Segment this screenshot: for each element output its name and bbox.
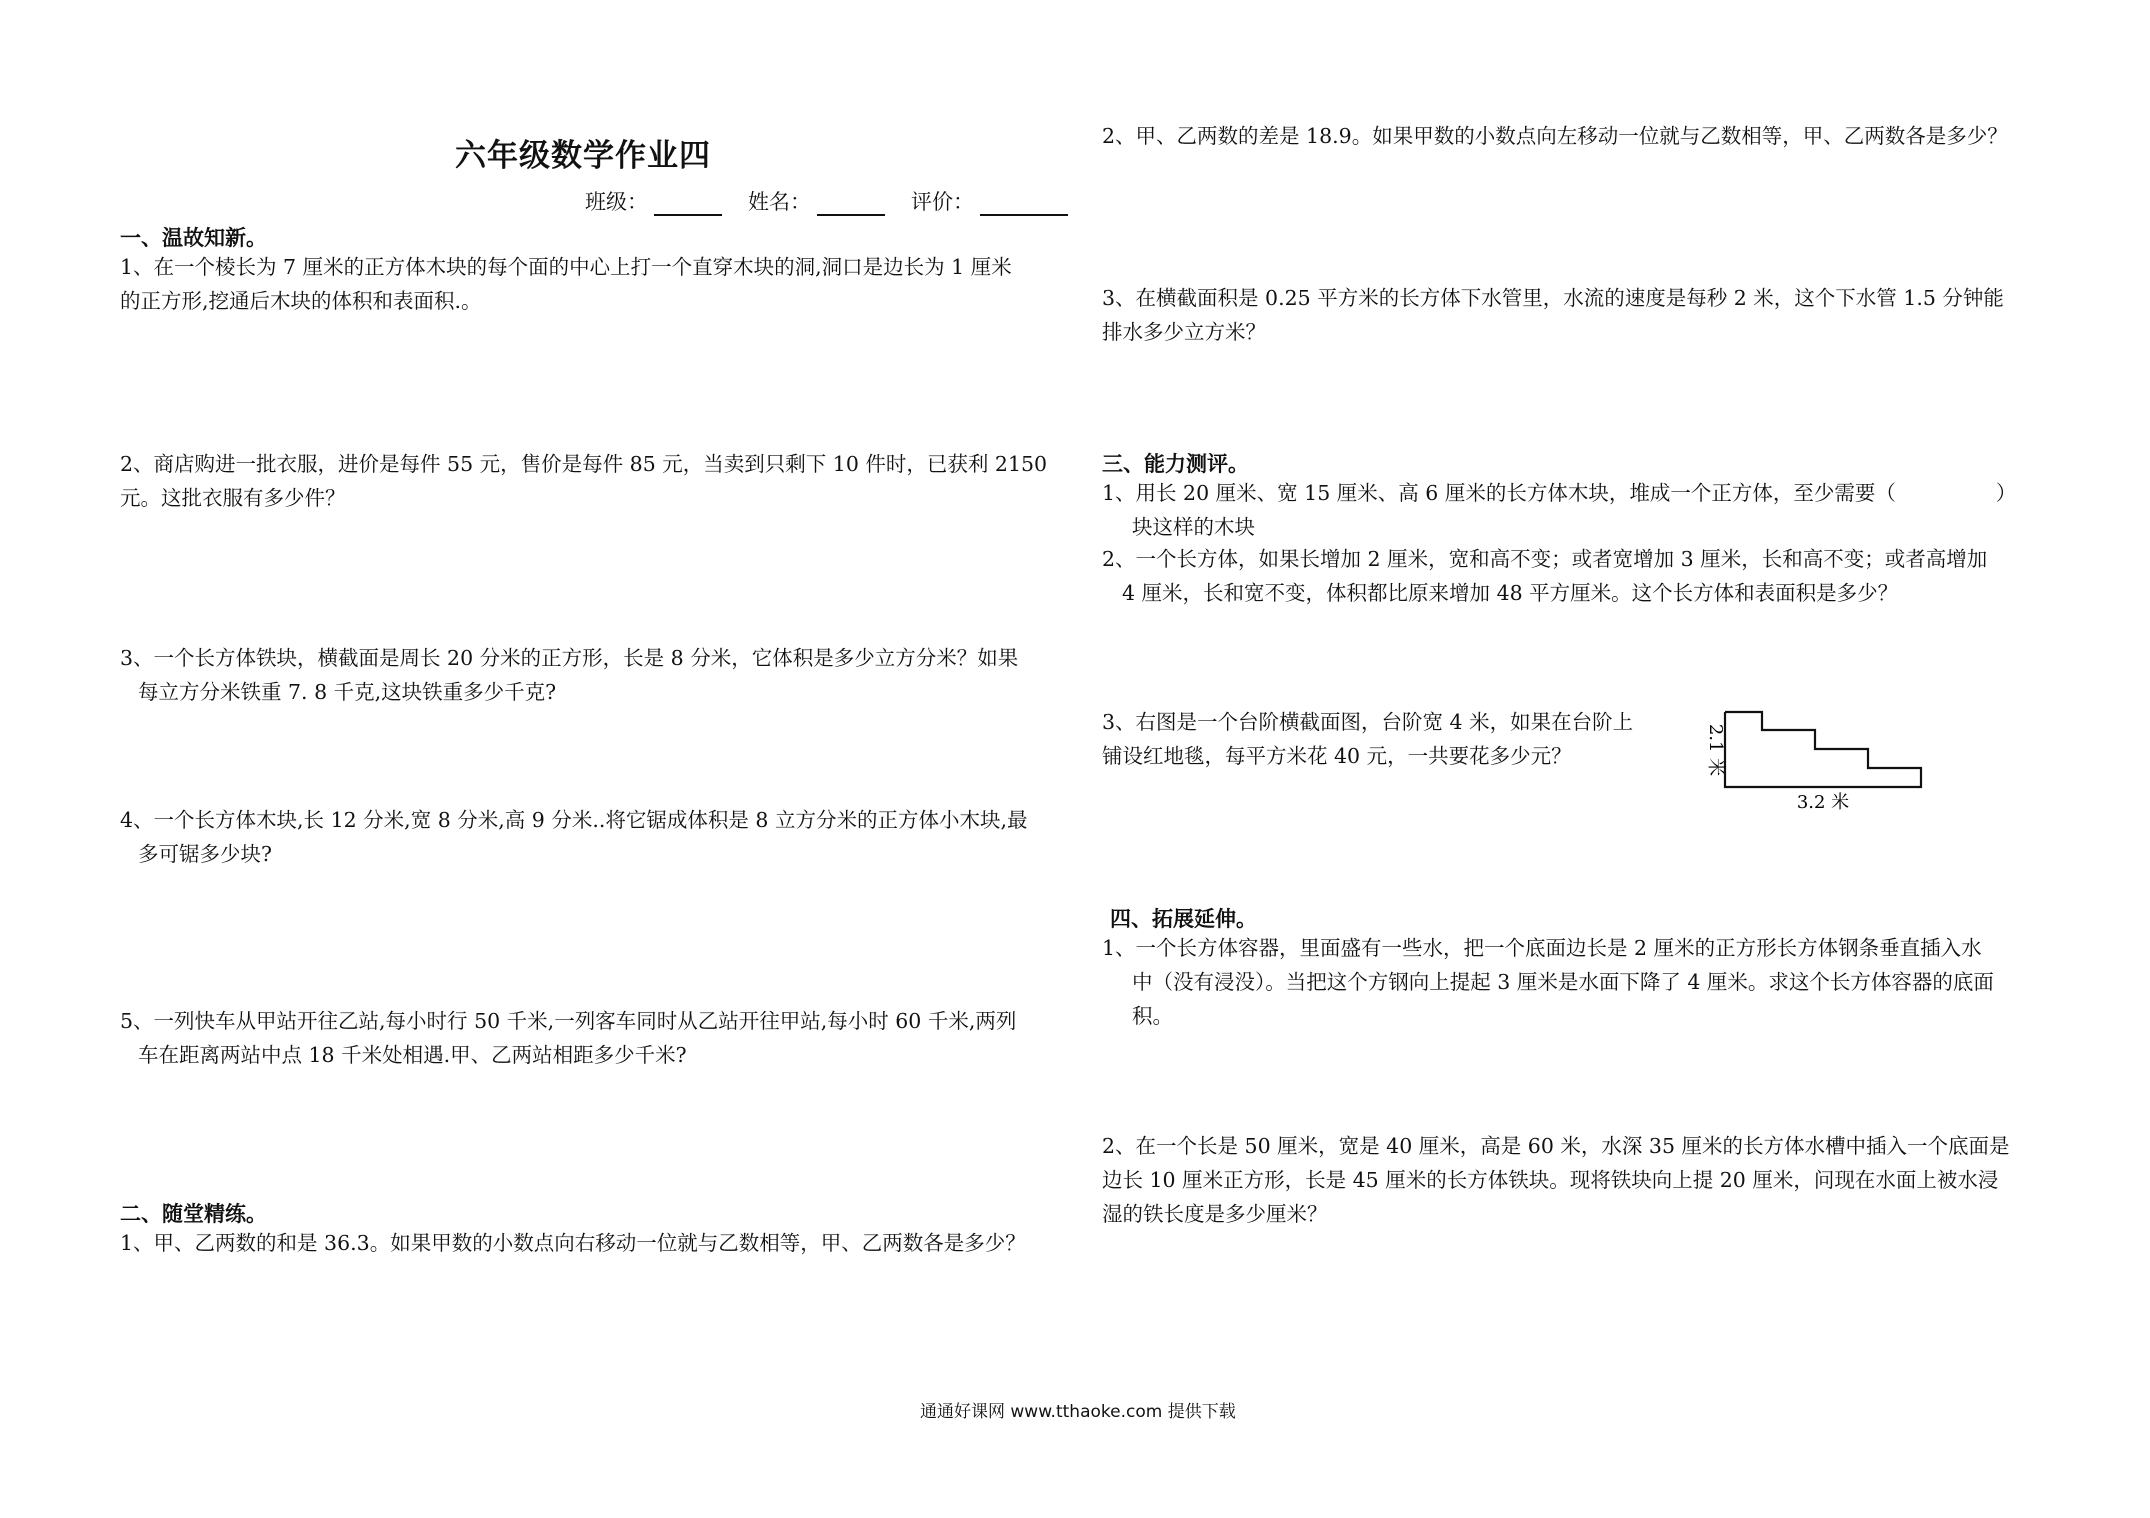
s4-question-2 [1102,1129,2042,1231]
s3-q2-line2: 4 厘米，长和宽不变，体积都比原来增加 48 平方厘米。这个长方体和表面积是多少？ [1122,581,1899,605]
s3-question-1 [1102,476,2042,544]
student-info-line [585,186,1088,216]
section-heading-assessment: 三、能力测评。 [1102,451,1249,476]
s1-question-2 [120,447,1060,515]
s1-q4-line2: 多可锯多少块? [138,842,272,866]
page-title: 六年级数学作业四 [455,138,711,174]
s1-q5-line1: 5、一列快车从甲站开往乙站,每小时行 50 千米,一列客车同时从乙站开往甲站,每小时 60 千米,两列 [120,1009,1017,1033]
section-heading-practice: 二、随堂精练。 [120,1201,267,1226]
s4-q1-line1: 1、一个长方体容器，里面盛有一些水，把一个底面边长是 2 厘米的正方形长方体钢条垂直插入水 [1102,936,1982,960]
s2-question-2 [1102,119,2042,153]
s2-question-3 [1102,281,2042,349]
s3-question-3 [1102,705,1682,773]
s1-question-4 [120,803,1060,871]
name-label: 姓名： [748,190,811,214]
s2-q3-line1: 3、在横截面积是 0.25 平方米的长方体下水管里，水流的速度是每秒 2 米，这个下水管 1.5 分钟能 [1102,286,2004,310]
s3-q1-line2: 块这样的木块 [1132,515,1255,539]
figure-height-label: 2.1 米 [1705,723,1726,777]
s4-q1-line2: 中（没有浸没）。当把这个方钢向上提起 3 厘米是水面下降了 4 厘米。求这个长方体容器的底面 [1132,970,1994,994]
s4-q2-line1: 2、在一个长是 50 厘米，宽是 40 厘米，高是 60 米，水深 35 厘米的长方体水槽中插入一个底面是 [1102,1134,2010,1158]
s1-q3-line2: 每立方分米铁重 7. 8 千克,这块铁重多少千克? [138,680,557,704]
s3-q3-line2: 铺设红地毯，每平方米花 40 元，一共要花多少元？ [1102,744,1572,768]
s3-q3-line1: 3、右图是一个台阶横截面图，台阶宽 4 米，如果在台阶上 [1102,710,1634,734]
s1-question-3 [120,641,1060,709]
s3-q2-line1: 2、一个长方体，如果长增加 2 厘米，宽和高不变；或者宽增加 3 厘米，长和高不变；或者高增加 [1102,547,1988,571]
s2-q3-line2: 排水多少立方米？ [1102,320,1266,344]
s1-question-5 [120,1004,1060,1072]
grade-label: 评价： [911,190,974,214]
s2-question-1 [120,1226,1060,1260]
s3-q1-line1 [1102,476,2042,510]
s1-q2-line2: 元。这批衣服有多少件？ [120,486,346,510]
s1-q1-line2: 的正方形,挖通后木块的体积和表面积.。 [120,289,482,313]
s4-question-1 [1102,931,2042,1033]
figure-width-label: 3.2 米 [1796,792,1850,813]
s4-q1-line3: 积。 [1132,1004,1173,1028]
staircase-cross-section-figure [1690,706,1940,816]
grade-blank[interactable] [980,192,1068,216]
staircase-outline [1725,712,1921,787]
s1-q1-line1: 1、在一个棱长为 7 厘米的正方体木块的每个面的中心上打一个直穿木块的洞,洞口是边长为 1 厘米 [120,255,1012,279]
class-blank[interactable] [654,192,722,216]
footer-source-credit: 通通好课网 www.tthaoke.com 提供下载 [920,1402,1236,1422]
s2-q1-line1: 1、甲、乙两数的和是 36.3。如果甲数的小数点向右移动一位就与乙数相等，甲、乙两数各是多少？ [120,1231,1026,1255]
s1-q3-line1: 3、一个长方体铁块，横截面是周长 20 分米的正方形，长是 8 分米，它体积是多少立方分米？如果 [120,646,1019,670]
s3-q1-paren-close: ） [1995,481,2017,505]
name-blank[interactable] [817,192,885,216]
s3-question-2 [1102,542,2042,610]
s4-q2-line2: 边长 10 厘米正方形，长是 45 厘米的长方体铁块。现将铁块向上提 20 厘米，问现在水面上被水浸 [1102,1168,1999,1192]
class-label: 班级： [585,190,648,214]
s1-q2-line1: 2、商店购进一批衣服，进价是每件 55 元，售价是每件 85 元，当卖到只剩下 10 件时，已获利 2150 [120,452,1048,476]
s1-question-1 [120,250,1060,318]
section-heading-review: 一、温故知新。 [120,225,267,250]
s3-q1-text: 1、用长 20 厘米、宽 15 厘米、高 6 厘米的长方体木块，堆成一个正方体，至少需要（ [1102,481,1896,505]
section-heading-extension: 四、拓展延伸。 [1110,906,1257,931]
s1-q4-line1: 4、一个长方体木块,长 12 分米,宽 8 分米,高 9 分米..将它锯成体积是 8 立方分米的正方体小木块,最 [120,808,1028,832]
s2-q2-line1: 2、甲、乙两数的差是 18.9。如果甲数的小数点向左移动一位就与乙数相等，甲、乙两数各是多少？ [1102,124,2008,148]
s4-q2-line3: 湿的铁长度是多少厘米？ [1102,1202,1328,1226]
s1-q5-line2: 车在距离两站中点 18 千米处相遇.甲、乙两站相距多少千米? [138,1043,687,1067]
